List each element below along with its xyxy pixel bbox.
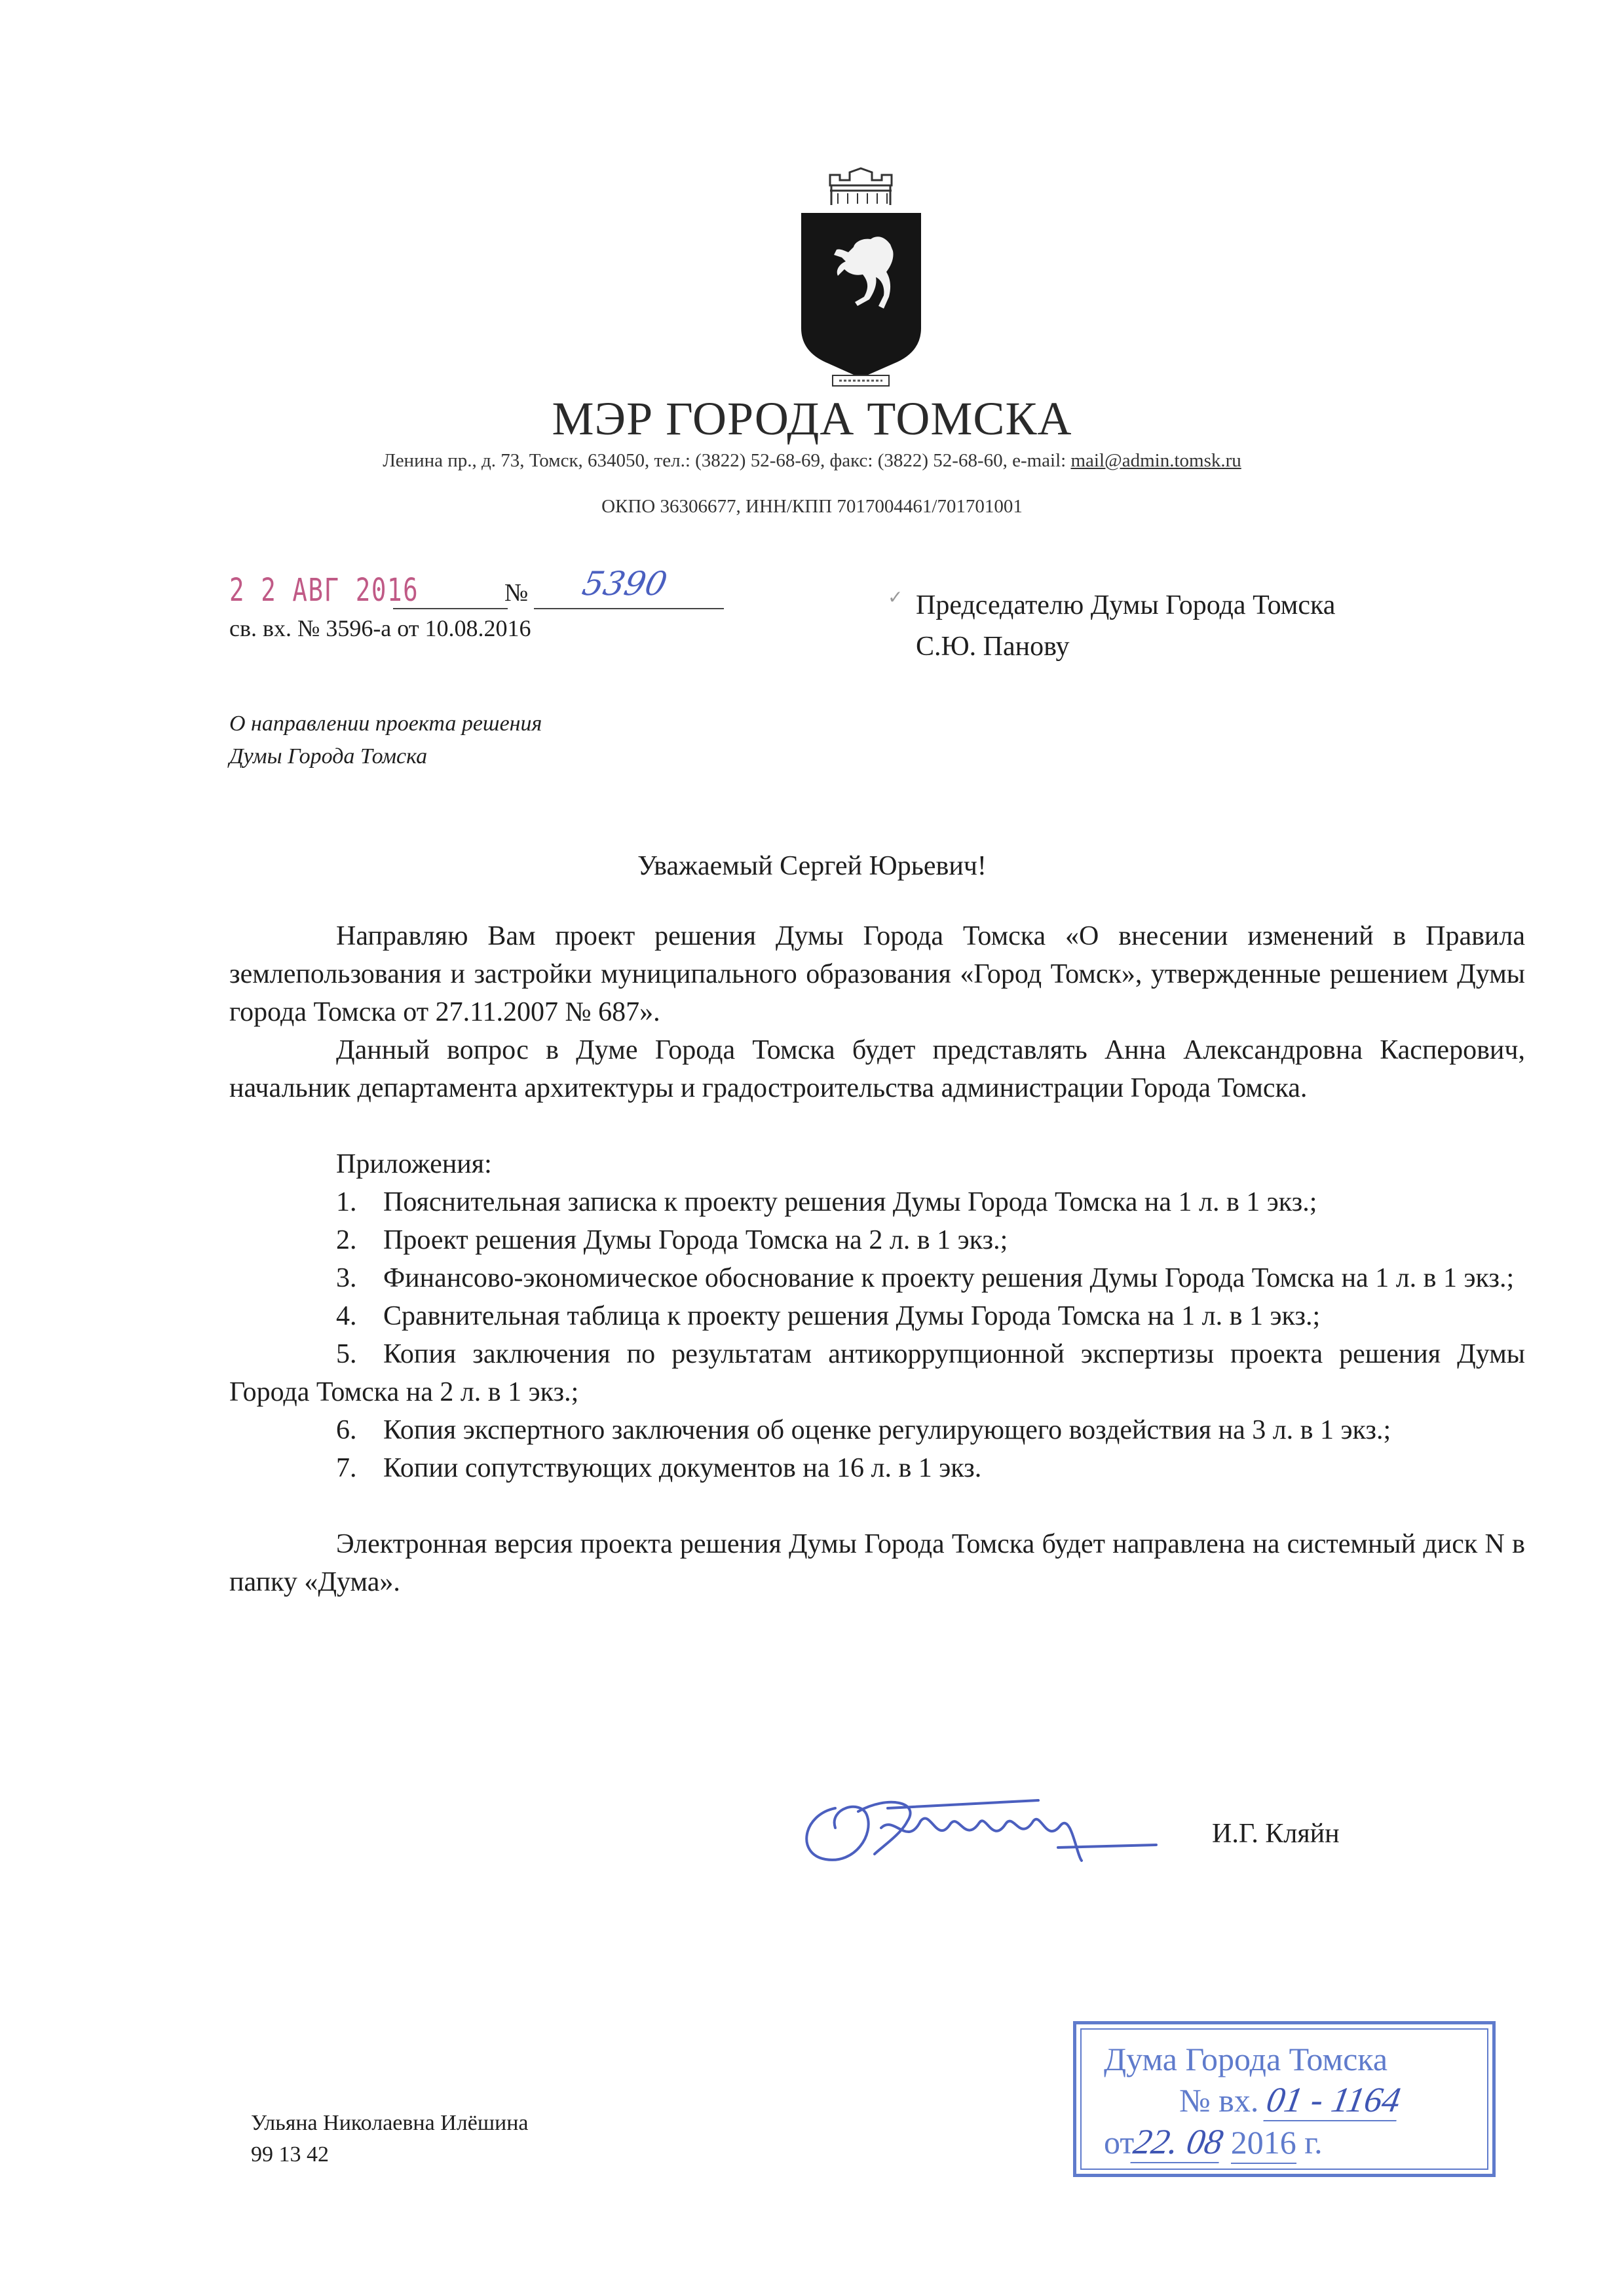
- list-item: [229, 1259, 1525, 1297]
- body-paragraph-1: Направляю Вам проект решения Думы Города Томска «О внесении изменений в Правила землепользования и застройки муниципального образования «Город Томск», утвержденные решением Думы города Томска от 27.11.2007 № 687».: [229, 921, 1525, 1027]
- stamp-date-value: 22. 08: [1131, 2121, 1226, 2163]
- signatory-name: И.Г. Кляйн: [1212, 1819, 1340, 1849]
- number-sign: №: [504, 579, 529, 607]
- executor-name: Ульяна Николаевна Илёшина: [251, 2111, 529, 2135]
- list-item: [229, 1411, 1525, 1449]
- list-item: [229, 1449, 1525, 1487]
- address-text: Ленина пр., д. 73, Томск, 634050, тел.: (3822) 52-68-69, факс: (3822) 52-68-60, e-mail:: [383, 450, 1071, 471]
- incoming-registration-stamp: [1073, 2021, 1496, 2177]
- body-paragraph-2: Данный вопрос в Думе Города Томска будет представлять Анна Александровна Касперович, начальник департамента архитектуры и градостроительства администрации Города Томска.: [229, 1035, 1525, 1103]
- list-item-text: Копии сопутствующих документов на 16 л. в 1 экз.: [383, 1453, 982, 1483]
- list-item-text: Сравнительная таблица к проекту решения Думы Города Томска на 1 л. в 1 экз.;: [383, 1301, 1321, 1331]
- attachments-list: [229, 1183, 1525, 1487]
- stamp-year: 2016: [1231, 2122, 1296, 2164]
- stamp-date-line: [1104, 2121, 1473, 2164]
- list-item-number: 6.: [336, 1415, 357, 1445]
- stamp-year-suffix: г.: [1304, 2124, 1323, 2161]
- letterhead-title: МЭР ГОРОДА ТОМСКА: [552, 392, 1072, 445]
- stamp-number-line: [1104, 2079, 1473, 2121]
- list-item-text: Копия экспертного заключения об оценке регулирующего воздействия на 3 л. в 1 экз.;: [383, 1415, 1391, 1445]
- check-mark-icon: ✓: [888, 588, 903, 608]
- stamp-number-label: № вх.: [1179, 2082, 1259, 2119]
- list-item: [229, 1335, 1525, 1411]
- subject-line-2: Думы Города Томска: [229, 744, 428, 768]
- addressee-line-2: С.Ю. Панову: [916, 632, 1070, 662]
- number-underline: [534, 608, 724, 609]
- list-item: [229, 1183, 1525, 1221]
- city-coat-of-arms: [792, 166, 930, 396]
- body-footer: Электронная версия проекта решения Думы Города Томска будет направлена на системный диск N в папку «Дума».: [229, 1529, 1525, 1597]
- registration-number: 5390: [578, 565, 671, 603]
- list-item-text: Пояснительная записка к проекту решения Думы Города Томска на 1 л. в 1 экз.;: [383, 1187, 1317, 1217]
- letterhead-codes: ОКПО 36306677, ИНН/КПП 7017004461/701701001: [601, 496, 1023, 517]
- list-item-number: 5.: [336, 1339, 357, 1369]
- stamp-date-label: от: [1104, 2124, 1135, 2161]
- date-underline: [393, 608, 508, 609]
- list-item-text: Проект решения Думы Города Томска на 2 л. в 1 экз.;: [383, 1225, 1008, 1255]
- list-item-number: 3.: [336, 1263, 357, 1293]
- addressee-block: [916, 585, 1335, 668]
- list-item-number: 1.: [336, 1187, 357, 1217]
- email-link[interactable]: mail@admin.tomsk.ru: [1070, 450, 1241, 471]
- incoming-reference: св. вх. № 3596-а от 10.08.2016: [229, 615, 531, 641]
- list-item: [229, 1297, 1525, 1335]
- handwritten-signature: [789, 1782, 1196, 1880]
- letterhead-address: [0, 450, 1624, 472]
- list-item-text: Финансово-экономическое обоснование к проекту решения Думы Города Томска на 1 л. в 1 экз.;: [383, 1263, 1515, 1293]
- subject-block: [229, 708, 542, 773]
- list-item-number: 2.: [336, 1225, 357, 1255]
- subject-line-1: О направлении проекта решения: [229, 711, 542, 736]
- executor-block: [251, 2108, 529, 2170]
- stamp-title: Дума Города Томска: [1104, 2041, 1388, 2077]
- list-item-number: 4.: [336, 1301, 357, 1331]
- list-item: [229, 1221, 1525, 1259]
- stamp-number-value: 01 - 1164: [1263, 2079, 1403, 2121]
- attachments-title: Приложения:: [336, 1149, 492, 1179]
- date-stamp: 2 2 АВГ 2016: [229, 572, 419, 609]
- greeting: Уважаемый Сергей Юрьевич!: [637, 851, 987, 881]
- list-item-text: Копия заключения по результатам антикоррупционной экспертизы проекта решения Думы Города Томска на 2 л. в 1 экз.;: [229, 1339, 1525, 1407]
- addressee-line-1: Председателю Думы Города Томска: [916, 590, 1336, 620]
- letter-body: [229, 917, 1525, 1601]
- executor-phone: 99 13 42: [251, 2142, 329, 2167]
- list-item-number: 7.: [336, 1453, 357, 1483]
